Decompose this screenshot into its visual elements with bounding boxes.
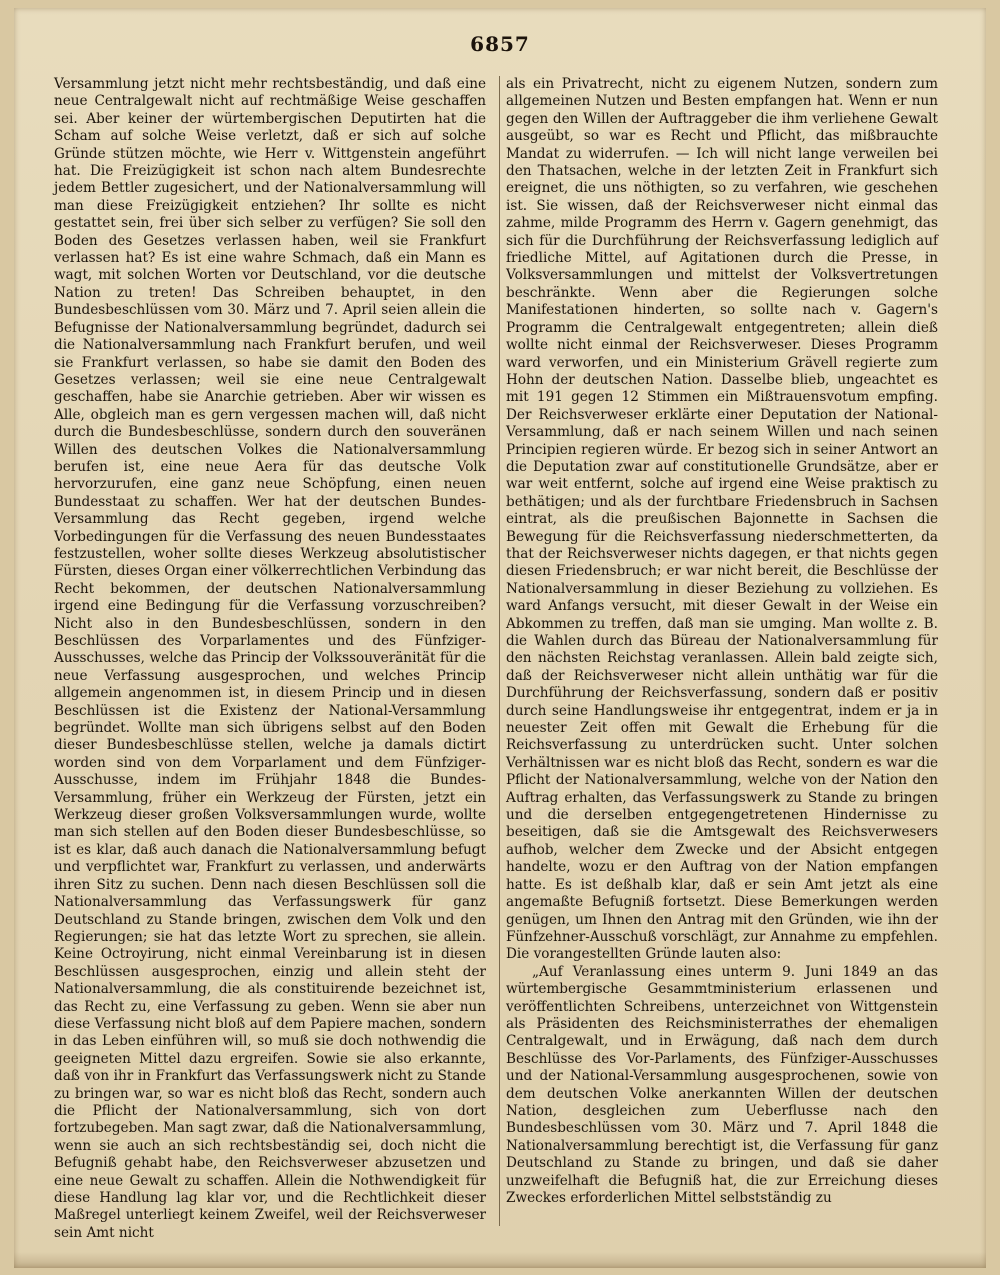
left-column — [54, 76, 486, 1242]
right-paragraph-2: „Auf Veranlassung eines unterm 9. Juni 1849 an das würtembergische Gesammtministerium erlassenen und veröffentlichten Schreibens, unterzeichnet von Wittgenstein als Präsidenten des Reichsministerrathes der ehemaligen Centralgewalt, und in Erwägung, daß nach dem durch Beschlüsse des Vor-Parlaments, des Fünfziger-Ausschusses und der National-Versammlung ausgesprochenen, sowie von dem deutschen Volke anerkannten Willen der deutschen Nation, desgleichen zum Ueberflusse nach den Bundesbeschlüssen vom 30. März und 7. April 1848 die Nationalversammlung berechtigt ist, die Verfassung für ganz Deutschland zu Stande zu bringen, und daß sie daher unzweifelhaft die Befugniß hat, die zur Erreichung dieses Zweckes erforderlichen Mittel selbstständig zu — [506, 963, 938, 1206]
left-paragraph-1: Versammlung jetzt nicht mehr rechtsbeständig, und daß eine neue Centralgewalt nicht auf rechtmäßige Weise geschaffen sei. Aber keiner der würtembergischen Deputirten hat die Scham auf solche Weise verletzt, daß er sich auf solche Gründe stützen möchte, wie Herr v. Wittgenstein angeführt hat. Die Freizügigkeit ist schon nach altem Bundesrechte jedem Bettler zugesichert, und der Nationalversammlung will man diese Freizügigkeit entziehen? Ihr sollte es nicht gestattet sein, frei über sich selber zu verfügen? Sie soll den Boden des Gesetzes verlassen haben, weil sie Frankfurt verlassen hat? Es ist eine wahre Schmach, daß ein Mann es wagt, mit solchen Worten vor Deutschland, vor die deutsche Nation zu treten! Das Schreiben behauptet, in den Bundesbeschlüssen vom 30. März und 7. April seien allein die Befugnisse der Nationalversammlung begründet, dadurch sei die Nationalversammlung nach Frankfurt berufen, und weil sie Frankfurt verlassen, so habe sie damit den Boden des Gesetzes verlassen; weil sie eine neue Centralgewalt geschaffen, habe sie Anarchie getrieben. Aber wir wissen es Alle, obgleich man es gern vergessen machen will, daß nicht durch die Bundesbeschlüsse, sondern durch den souveränen Willen des deutschen Volkes die Nationalversammlung berufen ist, eine neue Aera für das deutsche Volk hervorzurufen, eine ganz neue Schöpfung, einen neuen Bundesstaat zu schaffen. Wer hat der deutschen Bundes-Versammlung das Recht gegeben, irgend welche Vorbedingungen für die Verfassung des neuen Bundesstaates festzustellen, woher sollte dieses Werkzeug absolutistischer Fürsten, dieses Organ einer völkerrechtlichen Verbindung das Recht bekommen, der deutschen Nationalversammlung irgend eine Bedingung für die Verfassung vorzuschreiben? Nicht also in den Bundesbeschlüssen, sondern in den Beschlüssen des Vorparlamentes und des Fünfziger-Ausschusses, welche das Princip der Volkssouveränität für die neue Verfassung ausgesprochen, und welches Princip allgemein angenommen ist, in diesem Princip und in diesen Beschlüssen ist die Existenz der National-Versammlung begründet. Wollte man sich übrigens selbst auf den Boden dieser Bundesbeschlüsse stellen, welche ja damals dictirt worden sind von dem Vorparlament und dem Fünfziger-Ausschusse, indem im Frühjahr 1848 die Bundes-Versammlung, früher ein Werkzeug der Fürsten, jetzt ein Werkzeug dieser großen Volksversammlungen wurde, wollte man sich stellen auf den Boden dieser Bundesbeschlüsse, so ist es klar, daß auch danach die Nationalversammlung befugt und verpflichtet war, Frankfurt zu verlassen, und anderwärts ihren Sitz zu suchen. Denn nach diesen Beschlüssen soll die Nationalversammlung das Verfassungswerk für ganz Deutschland zu Stande bringen, zwischen dem Volk und den Regierungen; sie hat das letzte Wort zu sprechen, sie allein. Keine Octroyirung, nicht einmal Vereinbarung ist in diesen Beschlüssen ausgesprochen, einzig und allein steht der Nationalversammlung, die als constituirende bezeichnet ist, das Recht zu, eine Verfassung zu geben. Wenn sie aber nun diese Verfassung nicht bloß auf dem Papiere machen, sondern in das Leben einführen will, so muß sie doch nothwendig die geeigneten Mittel dazu ergreifen. Sowie sie also erkannte, daß von ihr in Frankfurt das Verfassungswerk nicht zu Stande zu bringen war, so war es nicht bloß das Recht, sondern auch die Pflicht der Nationalversammlung, sich von dort fortzubegeben. Man sagt zwar, daß die Nationalversammlung, wenn sie auch an sich rechtsbeständig sei, doch nicht die Befugniß gehabt habe, den Reichsverweser abzusetzen und eine neue Gewalt zu schaffen. Allein die Nothwendigkeit für diese Handlung lag klar vor, und die Rechtlichkeit dieser Maßregel unterliegt keinem Zweifel, weil der Reichsverweser sein Amt nicht — [54, 76, 486, 1241]
page-edge-shadow — [14, 1252, 986, 1268]
right-paragraph-1: als ein Privatrecht, nicht zu eigenem Nutzen, sondern zum allgemeinen Nutzen und Besten empfangen hat. Wenn er nun gegen den Willen der Auftraggeber die ihm verliehene Gewalt ausgeübt, so war es Recht und Pflicht, das mißbrauchte Mandat zu widerrufen. — Ich will nicht lange verweilen bei den Thatsachen, welche in der letzten Zeit in Frankfurt sich ereignet, die uns nöthigten, so zu verfahren, wie geschehen ist. Sie wissen, daß der Reichsverweser nicht einmal das zahme, milde Programm des Herrn v. Gagern genehmigt, das sich für die Durchführung der Reichsverfassung lediglich auf friedliche Mittel, auf Agitationen durch die Presse, in Volksversammlungen und mittelst der Volksvertretungen beschränkte. Wenn aber die Regierungen solche Manifestationen hinderten, so sollte nach v. Gagern's Programm die Centralgewalt entgegentreten; allein dieß wollte nicht einmal der Reichsverweser. Dieses Programm ward verworfen, und ein Ministerium Grävell regierte zum Hohn der deutschen Nation. Dasselbe blieb, ungeachtet es mit 191 gegen 12 Stimmen ein Mißtrauensvotum empfing. Der Reichsverweser erklärte einer Deputation der National-Versammlung, daß er nach seinem Willen und nach seinen Principien regieren würde. Er bezog sich in seiner Antwort an die Deputation zwar auf constitutionelle Grundsätze, aber er war weit entfernt, solche auf irgend eine Weise praktisch zu bethätigen; und als der furchtbare Friedensbruch in Sachsen eintrat, als die preußischen Bajonnette in Sachsen die Bewegung für die Reichsverfassung niederschmetterten, da that der Reichsverweser nichts dagegen, er that nichts gegen diesen Friedensbruch; er war nicht bereit, die Beschlüsse der Nationalversammlung in dieser Beziehung zu vollziehen. Es ward Anfangs versucht, mit dieser Gewalt in der Weise ein Abkommen zu treffen, daß man sie umging. Man wollte z. B. die Wahlen durch das Büreau der Nationalversammlung für den nächsten Reichstag veranlassen. Allein bald zeigte sich, daß der Reichsverweser nicht allein unthätig war für die Durchführung der Reichsverfassung, sondern daß er positiv durch seine Handlungsweise ihr entgegentrat, indem er ja in neuester Zeit offen mit Gewalt die Erhebung für die Reichsverfassung zu unterdrücken sucht. Unter solchen Verhältnissen war es nicht bloß das Recht, sondern es war die Pflicht der Nationalversammlung, welche von der Nation den Auftrag erhalten, das Verfassungswerk zu Stande zu bringen und die derselben entgegengetretenen Hindernisse zu beseitigen, daß sie die Amtsgewalt des Reichsverwesers aufhob, welcher dem Zwecke und der Absicht entgegen handelte, wozu er den Auftrag von der Nation empfangen hatte. Es ist deßhalb klar, daß er sein Amt jetzt als eine angemaßte Befugniß fortsetzt. Diese Bemerkungen werden genügen, um Ihnen den Antrag mit den Gründen, wie ihn der Fünfzehner-Ausschuß vorschlägt, zur Annahme zu empfehlen. Die vorangestellten Gründe lauten also: — [506, 76, 938, 963]
column-divider — [499, 76, 500, 1226]
document-page — [14, 8, 986, 1268]
right-column — [506, 76, 938, 1207]
page-number: 6857 — [470, 32, 530, 56]
